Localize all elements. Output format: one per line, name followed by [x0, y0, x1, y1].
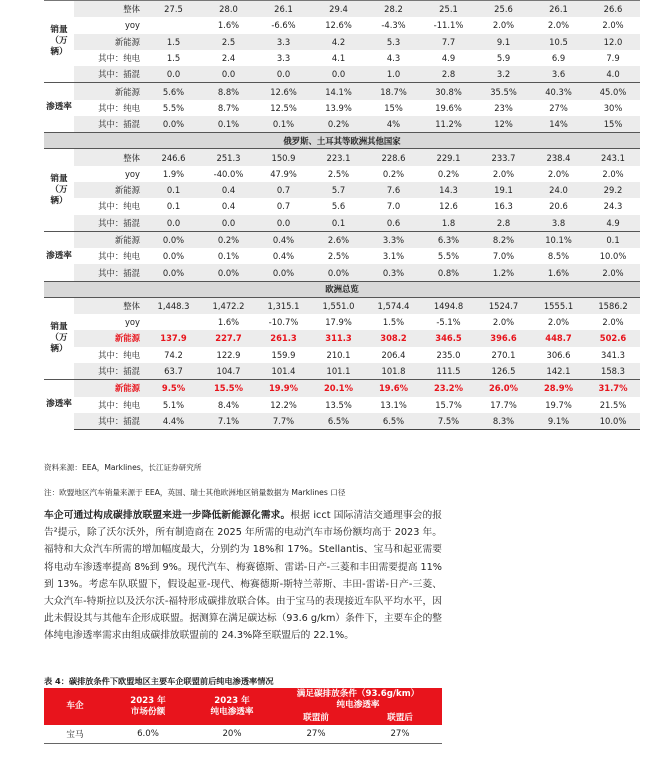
value-cell: 10.1%: [531, 231, 586, 248]
table-row: [44, 17, 640, 33]
value-cell: 20.1%: [311, 380, 366, 397]
table-row: [44, 166, 640, 182]
value-cell: 2.6%: [311, 231, 366, 248]
row-label: 其中：纯电: [98, 399, 140, 410]
penetration-group-label: 渗透率: [44, 231, 74, 281]
value-cell: 8.5%: [547, 251, 570, 262]
value-cell: 0.0: [146, 215, 201, 232]
value-cell: 7.1%: [201, 413, 256, 430]
value-cell: 101.1: [311, 363, 366, 380]
footnote: 注：欧盟地区汽车销量来源于 EEA，英国、瑞士其他欧洲地区销量数据为 Marklines 口径: [44, 488, 346, 497]
value-cell: 1.6%: [217, 317, 240, 328]
value-cell: 228.6: [366, 149, 421, 166]
value-cell: 7.0%: [492, 251, 515, 262]
value-cell: 2.5%: [327, 168, 350, 179]
value-cell: 29.2: [586, 182, 640, 198]
value-cell: 2.0%: [492, 168, 515, 179]
header-company: 车企: [44, 688, 106, 725]
value-cell: 1,315.1: [256, 297, 311, 314]
value-cell: 5.6: [331, 201, 346, 212]
value-cell: [146, 314, 201, 330]
value-cell: 5.5%: [437, 251, 460, 262]
value-cell: 1.0: [366, 66, 421, 83]
value-cell: 25.1: [421, 1, 476, 18]
table-row: [44, 330, 640, 346]
row-label: 新能源: [74, 182, 146, 198]
value-cell: 0.2%: [382, 168, 405, 179]
value-cell: 1,551.0: [311, 297, 366, 314]
value-cell: 8.7%: [217, 102, 240, 113]
value-cell: 15%: [586, 116, 640, 133]
value-cell: 229.1: [421, 149, 476, 166]
value-cell: 158.3: [586, 363, 640, 380]
table-row: [44, 66, 640, 83]
value-cell: -10.7%: [268, 317, 299, 328]
value-cell: 13.1%: [380, 399, 407, 410]
value-cell: 0.0%: [311, 264, 366, 281]
table-row: [44, 347, 640, 363]
value-cell: 1.9%: [162, 168, 185, 179]
value-cell: 4.9: [441, 53, 456, 64]
value-cell: 246.6: [146, 149, 201, 166]
value-cell: 2.0%: [547, 168, 570, 179]
row-label: 其中：插混: [74, 264, 146, 281]
row-label: 其中：纯电: [98, 201, 140, 212]
table-row: [44, 725, 442, 744]
value-cell: 7.7: [421, 34, 476, 50]
row-label: 其中：纯电: [98, 349, 140, 360]
value-cell: 137.9: [146, 330, 201, 346]
row-label: 其中：纯电: [98, 251, 140, 262]
value-cell: 10.0%: [599, 251, 627, 262]
value-cell: 126.5: [476, 363, 531, 380]
value-cell: 16.3: [494, 201, 513, 212]
value-cell: 270.1: [491, 349, 516, 360]
value-cell: 18.7%: [366, 83, 421, 100]
value-cell: 6.5%: [366, 413, 421, 430]
value-cell: 11.2%: [421, 116, 476, 133]
value-cell: 1.5%: [382, 317, 405, 328]
value-cell: 4.0: [586, 66, 640, 83]
row-label: 其中：插混: [74, 363, 146, 380]
value-cell: 1494.8: [421, 297, 476, 314]
value-cell: 0.7: [276, 201, 291, 212]
europe-sales-table: [44, 0, 640, 430]
value-cell: 2.8: [476, 215, 531, 232]
value-cell: 0.2%: [311, 116, 366, 133]
value-cell: 1.2%: [476, 264, 531, 281]
value-cell: 7.5%: [421, 413, 476, 430]
value-cell: 19.6%: [435, 102, 462, 113]
source-note: 资料来源：EEA，Marklines，长江证券研究所: [44, 463, 202, 472]
value-cell: 0.1: [146, 182, 201, 198]
table-row: [44, 413, 640, 430]
value-cell: 1.6%: [531, 264, 586, 281]
row-label: 新能源: [74, 83, 146, 100]
value-cell: 0.0%: [201, 264, 256, 281]
value-cell: 12.6%: [256, 83, 311, 100]
value-cell: 74.2: [164, 349, 183, 360]
value-cell: 2.0%: [602, 20, 624, 31]
value-cell: 0.4: [201, 182, 256, 198]
table-row: [44, 215, 640, 232]
value-cell: 30.8%: [421, 83, 476, 100]
value-cell: 0.8%: [421, 264, 476, 281]
value-cell: 1555.1: [531, 297, 586, 314]
penetration-group-label: 渗透率: [44, 83, 74, 133]
value-cell: 448.7: [531, 330, 586, 346]
value-cell: 27%: [549, 102, 568, 113]
value-cell: 2.4: [221, 53, 236, 64]
value-cell: 12%: [476, 116, 531, 133]
value-cell: 14.3: [421, 182, 476, 198]
value-cell: 19.9%: [256, 380, 311, 397]
table-row: [44, 34, 640, 50]
value-cell: 251.3: [201, 149, 256, 166]
table-row: [44, 149, 640, 166]
value-cell: -11.1%: [433, 20, 464, 31]
value-cell: 4%: [366, 116, 421, 133]
header-condition: 满足碳排放条件（93.6g/km） 纯电渗透率: [274, 688, 442, 712]
value-cell: 0.2%: [437, 168, 460, 179]
value-cell: 4.2: [311, 34, 366, 50]
value-cell: 14%: [531, 116, 586, 133]
value-cell: 19.7%: [545, 399, 572, 410]
value-cell: 0.7: [256, 182, 311, 198]
table-row: [44, 380, 640, 397]
value-cell: 9.1%: [531, 413, 586, 430]
value-cell: 17.9%: [325, 317, 352, 328]
value-cell: 12.2%: [270, 399, 297, 410]
value-cell: 8.3%: [476, 413, 531, 430]
value-cell: 1.5: [146, 34, 201, 50]
value-cell: 0.0%: [146, 264, 201, 281]
value-cell: 0.1: [586, 231, 640, 248]
value-cell: 15.7%: [435, 399, 462, 410]
table-row: [44, 297, 640, 314]
value-cell: 0.0%: [256, 264, 311, 281]
value-cell: 0.1%: [217, 251, 240, 262]
value-cell: 223.1: [311, 149, 366, 166]
row-label: 其中：插混: [74, 66, 146, 83]
value-cell: 0.0%: [146, 231, 201, 248]
region-title: 欧洲总览: [44, 281, 640, 297]
value-cell: 15.5%: [201, 380, 256, 397]
value-cell: 243.1: [586, 149, 640, 166]
value-cell: 227.7: [201, 330, 256, 346]
value-cell: 47.9%: [270, 168, 297, 179]
cell-after: 27%: [358, 725, 442, 744]
table-row: [44, 1, 640, 18]
value-cell: 5.6%: [146, 83, 201, 100]
value-cell: 12.0: [586, 34, 640, 50]
value-cell: 27.5: [146, 1, 201, 18]
cell-company: 宝马: [44, 725, 106, 744]
row-label: yoy: [124, 168, 140, 179]
value-cell: -6.6%: [271, 20, 296, 31]
value-cell: 4.1: [331, 53, 346, 64]
value-cell: 1586.2: [586, 297, 640, 314]
value-cell: 20.6: [549, 201, 568, 212]
table4-title: 表 4：碳排放条件下欧盟地区主要车企联盟前后纯电渗透率情况: [44, 676, 274, 686]
value-cell: 31.7%: [586, 380, 640, 397]
value-cell: 0.1%: [201, 116, 256, 133]
penetration-group-label: 渗透率: [44, 380, 74, 430]
value-cell: 19.6%: [366, 380, 421, 397]
value-cell: 13.9%: [325, 102, 352, 113]
row-label: 其中：纯电: [98, 53, 140, 64]
sales-group-label: 销量 （万辆）: [44, 297, 74, 379]
value-cell: 346.5: [421, 330, 476, 346]
value-cell: 1,574.4: [366, 297, 421, 314]
value-cell: 0.3%: [366, 264, 421, 281]
value-cell: 111.5: [421, 363, 476, 380]
table-row: [44, 100, 640, 116]
alliance-table: [44, 688, 442, 744]
value-cell: 3.3: [256, 34, 311, 50]
row-label: 其中：插混: [74, 215, 146, 232]
value-cell: 3.2: [476, 66, 531, 83]
value-cell: 396.6: [476, 330, 531, 346]
value-cell: 7.6: [366, 182, 421, 198]
value-cell: 0.1%: [256, 116, 311, 133]
paragraph-body: 根据 icct 国际清洁交通理事会的报告²提示，除了沃尔沃外，所有制造商在 2025 年所需的电动汽车市场份额均高于 2023 年。福特和大众汽车所需的增加幅度最大，分别约为 18%和 17%。Stellantis、宝马和起亚需要将电动车渗透率提高 8%到 9%。现代汽车、梅赛德斯、雷诺-日产-三菱和丰田需要提高 11%到 13%。考虑车队联盟下，假设起亚-现代、梅赛德斯-斯特兰蒂斯、丰田-雷诺-日产-三菱、大众汽车-特斯拉以及沃尔沃-福特形成碳排放联合体。由于宝马的表现接近车队平均水平，因此未假设其与其他车企形成联盟。据测算在满足碳达标（93.6 g/km）条件下，主要车企的整体纯电渗透率需求由组成碳排放联盟前的 24.3%降至联盟后的 22.1%。: [44, 510, 442, 642]
row-label: 其中：纯电: [98, 102, 140, 113]
value-cell: 0.4%: [256, 231, 311, 248]
value-cell: 1,448.3: [146, 297, 201, 314]
value-cell: 28.0: [201, 1, 256, 18]
value-cell: 3.8: [531, 215, 586, 232]
value-cell: 0.4: [221, 201, 236, 212]
header-before: 联盟前: [274, 712, 358, 725]
value-cell: 14.1%: [311, 83, 366, 100]
cell-before: 27%: [274, 725, 358, 744]
value-cell: 0.0: [201, 215, 256, 232]
value-cell: 0.0%: [162, 251, 185, 262]
value-cell: 1.6%: [217, 20, 240, 31]
cell-bev: 20%: [190, 725, 274, 744]
value-cell: 235.0: [436, 349, 461, 360]
value-cell: 0.0: [146, 66, 201, 83]
table-row: [44, 50, 640, 66]
value-cell: 0.1: [166, 201, 181, 212]
value-cell: 2.5: [201, 34, 256, 50]
value-cell: 63.7: [146, 363, 201, 380]
row-label: 新能源: [74, 34, 146, 50]
region-title: 俄罗斯、土耳其等欧洲其他国家: [44, 133, 640, 149]
value-cell: 15%: [384, 102, 403, 113]
sales-group-label: 销量 （万辆）: [44, 1, 74, 83]
value-cell: 1,472.2: [201, 297, 256, 314]
value-cell: 26.1: [256, 1, 311, 18]
value-cell: 101.4: [256, 363, 311, 380]
value-cell: 3.1%: [382, 251, 405, 262]
value-cell: 7.7%: [256, 413, 311, 430]
value-cell: 0.0%: [146, 116, 201, 133]
value-cell: -4.3%: [381, 20, 406, 31]
value-cell: 233.7: [476, 149, 531, 166]
value-cell: 2.0%: [492, 317, 515, 328]
value-cell: 8.4%: [217, 399, 240, 410]
value-cell: 238.4: [531, 149, 586, 166]
value-cell: 23.2%: [421, 380, 476, 397]
value-cell: 26.6: [586, 1, 640, 18]
table-row: [44, 198, 640, 214]
sales-group-label: 销量 （万辆）: [44, 149, 74, 231]
value-cell: 1.5: [166, 53, 181, 64]
table-row: [44, 363, 640, 380]
value-cell: 24.0: [531, 182, 586, 198]
value-cell: 28.2: [366, 1, 421, 18]
value-cell: 9.1: [476, 34, 531, 50]
value-cell: 8.2%: [476, 231, 531, 248]
value-cell: 306.6: [546, 349, 571, 360]
table-row: [44, 83, 640, 100]
value-cell: 3.6: [531, 66, 586, 83]
value-cell: 45.0%: [586, 83, 640, 100]
value-cell: 26.1: [531, 1, 586, 18]
table-row: [44, 314, 640, 330]
value-cell: 150.9: [256, 149, 311, 166]
value-cell: 0.6: [366, 215, 421, 232]
value-cell: 4.9: [586, 215, 640, 232]
table-row: [44, 116, 640, 133]
cell-share: 6.0%: [106, 725, 190, 744]
value-cell: 2.0%: [602, 317, 624, 328]
row-label: 其中：插混: [74, 116, 146, 133]
row-label: 整体: [74, 149, 146, 166]
value-cell: 4.3: [386, 53, 401, 64]
value-cell: 35.5%: [476, 83, 531, 100]
value-cell: 502.6: [586, 330, 640, 346]
value-cell: 311.3: [311, 330, 366, 346]
value-cell: 28.9%: [531, 380, 586, 397]
table-row: [44, 231, 640, 248]
value-cell: 0.2%: [201, 231, 256, 248]
value-cell: 6.3%: [421, 231, 476, 248]
region-banner: [44, 281, 640, 297]
value-cell: 23%: [494, 102, 513, 113]
value-cell: 10.5: [531, 34, 586, 50]
table-row: [44, 264, 640, 281]
row-label: yoy: [124, 20, 140, 31]
value-cell: -5.1%: [436, 317, 461, 328]
value-cell: 2.8: [421, 66, 476, 83]
value-cell: 261.3: [256, 330, 311, 346]
value-cell: 5.1%: [162, 399, 185, 410]
table-row: [44, 182, 640, 198]
value-cell: 0.0: [201, 66, 256, 83]
value-cell: 29.4: [311, 1, 366, 18]
value-cell: 30%: [603, 102, 623, 113]
header-bev: 2023 年 纯电渗透率: [190, 688, 274, 725]
value-cell: 12.5%: [270, 102, 297, 113]
value-cell: 40.3%: [531, 83, 586, 100]
value-cell: 9.5%: [146, 380, 201, 397]
value-cell: 2.0%: [547, 20, 570, 31]
value-cell: 122.9: [216, 349, 241, 360]
value-cell: 12.6%: [325, 20, 352, 31]
value-cell: 0.1: [311, 215, 366, 232]
header-share: 2023 年 市场份额: [106, 688, 190, 725]
value-cell: 5.3: [366, 34, 421, 50]
value-cell: 2.0%: [602, 168, 624, 179]
value-cell: 2.0%: [547, 317, 570, 328]
value-cell: 1524.7: [476, 297, 531, 314]
value-cell: 6.9: [551, 53, 566, 64]
value-cell: 2.0%: [586, 264, 640, 281]
value-cell: 308.2: [366, 330, 421, 346]
region-banner: [44, 133, 640, 149]
value-cell: 0.0: [256, 215, 311, 232]
value-cell: 25.6: [476, 1, 531, 18]
value-cell: 210.1: [326, 349, 351, 360]
table-row: [44, 397, 640, 413]
value-cell: 19.1: [476, 182, 531, 198]
row-label: 新能源: [74, 380, 146, 397]
value-cell: 12.6: [439, 201, 458, 212]
value-cell: [146, 17, 201, 33]
value-cell: 8.8%: [201, 83, 256, 100]
paragraph-lead: 车企可通过构成碳排放联盟来进一步降低新能源化需求。: [44, 510, 291, 521]
row-label: 其中：插混: [74, 413, 146, 430]
row-label: 新能源: [74, 231, 146, 248]
row-label: 整体: [74, 297, 146, 314]
value-cell: 4.4%: [146, 413, 201, 430]
row-label: 整体: [74, 1, 146, 18]
value-cell: 21.5%: [599, 399, 627, 410]
value-cell: 10.0%: [586, 413, 640, 430]
value-cell: 101.8: [366, 363, 421, 380]
value-cell: 3.3%: [366, 231, 421, 248]
row-label: yoy: [124, 317, 140, 328]
value-cell: 0.0: [256, 66, 311, 83]
value-cell: 142.1: [531, 363, 586, 380]
table-row: [44, 248, 640, 264]
row-label: 新能源: [74, 330, 146, 346]
value-cell: 206.4: [381, 349, 406, 360]
value-cell: 5.5%: [162, 102, 185, 113]
value-cell: 1.8: [421, 215, 476, 232]
value-cell: 7.0: [386, 201, 401, 212]
value-cell: 7.9: [606, 53, 620, 64]
value-cell: 5.9: [496, 53, 511, 64]
value-cell: 6.5%: [311, 413, 366, 430]
value-cell: 341.3: [601, 349, 625, 360]
value-cell: 2.0%: [492, 20, 515, 31]
value-cell: 13.5%: [325, 399, 352, 410]
header-after: 联盟后: [358, 712, 442, 725]
value-cell: 0.0: [311, 66, 366, 83]
value-cell: 17.7%: [490, 399, 517, 410]
value-cell: -40.0%: [213, 168, 244, 179]
body-paragraph: [44, 507, 442, 645]
value-cell: 24.3: [603, 201, 623, 212]
value-cell: 159.9: [271, 349, 296, 360]
value-cell: 26.0%: [476, 380, 531, 397]
value-cell: 0.4%: [272, 251, 295, 262]
value-cell: 3.3: [276, 53, 291, 64]
value-cell: 5.7: [311, 182, 366, 198]
value-cell: 2.5%: [327, 251, 350, 262]
value-cell: 104.7: [201, 363, 256, 380]
